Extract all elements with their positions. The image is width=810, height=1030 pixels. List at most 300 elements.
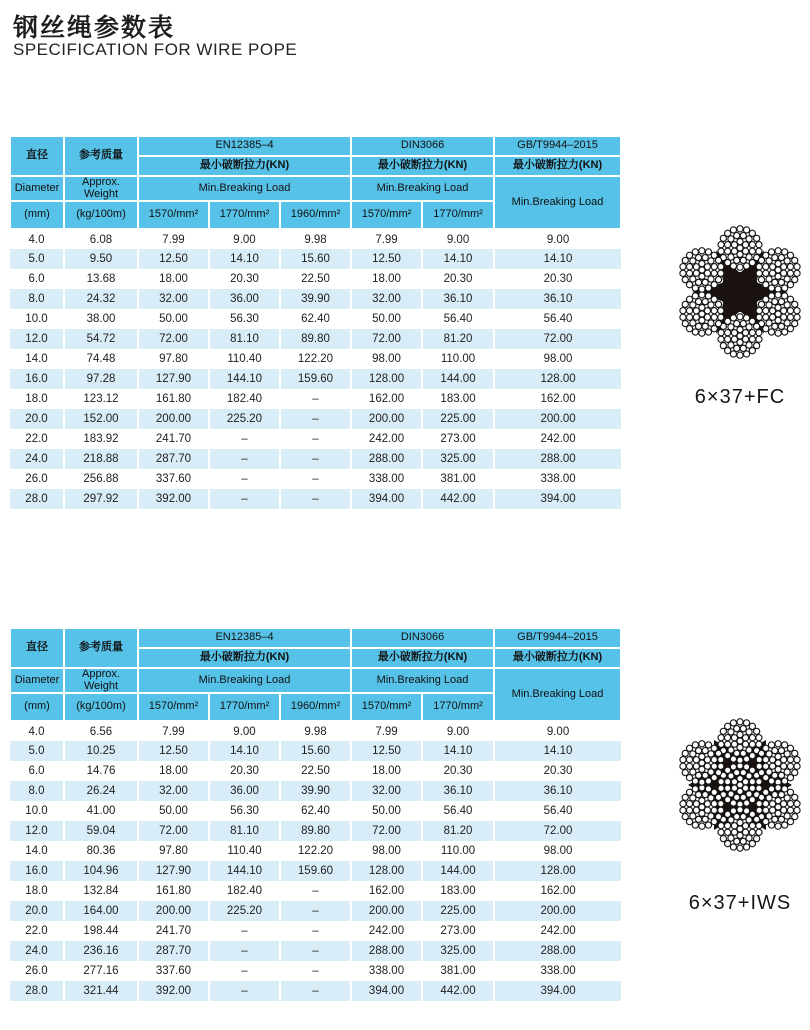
table-cell: 28.0 (10, 489, 64, 509)
table-cell: 394.00 (351, 489, 422, 509)
rope-figure-fc (655, 222, 810, 409)
table-row (10, 981, 621, 1001)
table-cell: 337.60 (138, 469, 209, 489)
table-cell: 338.00 (494, 961, 621, 981)
header-min-break-cn: 最小破断拉力(KN) (351, 648, 494, 668)
table-header (10, 628, 621, 721)
table-cell: 24.0 (10, 941, 64, 961)
table-cell: 338.00 (494, 469, 621, 489)
header-grade-1770: 1770/mm² (422, 693, 494, 721)
table-row (10, 469, 621, 489)
header-grade-1770: 1770/mm² (422, 201, 494, 229)
table-cell: 81.10 (209, 329, 280, 349)
rope-cross-section-iws-image (670, 715, 810, 855)
table-cell: 442.00 (422, 981, 494, 1001)
table-cell: 288.00 (494, 941, 621, 961)
table-cell: 12.50 (351, 249, 422, 269)
header-grade-1960: 1960/mm² (280, 693, 351, 721)
table-cell: 26.0 (25, 965, 48, 978)
table-cell: 14.0 (25, 845, 48, 858)
table-cell: 20.0 (10, 901, 64, 921)
table-cell: 80.36 (64, 841, 138, 861)
table-cell: – (209, 489, 280, 509)
table-row (10, 449, 621, 469)
table-cell: 122.20 (280, 841, 351, 861)
table-cell: 26.24 (64, 781, 138, 801)
table-cell: 12.0 (10, 821, 64, 841)
page-subtitle: SPECIFICATION FOR WIRE POPE (13, 40, 298, 59)
table-header (10, 136, 621, 229)
table-cell: 26.0 (25, 473, 48, 486)
table-cell: 442.00 (422, 489, 494, 509)
table-cell: 50.00 (138, 309, 209, 329)
table-cell: 4.0 (28, 233, 45, 246)
table-cell: 18.0 (25, 393, 48, 406)
table-cell: 164.00 (64, 901, 138, 921)
table-cell: 392.00 (138, 489, 209, 509)
table-row (10, 289, 621, 309)
table-cell: 24.32 (64, 289, 138, 309)
table-cell: 24.0 (10, 449, 64, 469)
header-grade-1570: 1570/mm² (138, 693, 209, 721)
table-cell: – (280, 921, 351, 941)
table-cell: 394.00 (494, 981, 621, 1001)
table-cell: 20.30 (494, 761, 621, 781)
table-cell: 20.30 (422, 269, 494, 289)
table-cell: 72.00 (351, 821, 422, 841)
table-cell: 242.00 (351, 921, 422, 941)
table-row (10, 941, 621, 961)
table-cell: 144.10 (209, 861, 280, 881)
table-cell: 9.00 (422, 721, 494, 741)
table-row (10, 821, 621, 841)
table-cell: 198.44 (64, 921, 138, 941)
header-min-break-cn: 最小破断拉力(KN) (138, 156, 351, 176)
table-cell: 98.00 (351, 349, 422, 369)
table-cell: 127.90 (138, 861, 209, 881)
table-cell: 392.00 (138, 981, 209, 1001)
table-cell: 20.30 (209, 269, 280, 289)
table-cell: 39.90 (280, 781, 351, 801)
table-cell: 128.00 (351, 861, 422, 881)
table-cell: 81.20 (422, 821, 494, 841)
table-cell: 72.00 (138, 329, 209, 349)
table-cell: 200.00 (351, 409, 422, 429)
table-cell: 6.0 (28, 765, 45, 778)
table-row (10, 841, 621, 861)
table-cell: 56.40 (494, 309, 621, 329)
table-cell: 20.30 (422, 761, 494, 781)
table-cell: – (209, 469, 280, 489)
header-diameter-unit: (mm) (10, 201, 64, 229)
table-cell: 74.48 (64, 349, 138, 369)
table-cell: 98.00 (351, 841, 422, 861)
table-row (10, 921, 621, 941)
table-cell: – (280, 489, 351, 509)
header-weight-unit: (kg/100m) (64, 201, 138, 229)
table-cell: 50.00 (138, 801, 209, 821)
table-cell: 6.0 (28, 273, 45, 286)
table-cell: 72.00 (351, 329, 422, 349)
table-cell: 14.10 (422, 249, 494, 269)
header-min-break-en: Min.Breaking Load (494, 668, 621, 721)
table-cell: 183.92 (64, 429, 138, 449)
table-cell: 162.00 (494, 389, 621, 409)
table-cell: 7.99 (138, 229, 209, 249)
table-cell: 10.25 (64, 741, 138, 761)
table-cell: 18.00 (138, 761, 209, 781)
table-cell: – (280, 961, 351, 981)
table-row (10, 309, 621, 329)
table-cell: 162.00 (494, 881, 621, 901)
table-cell: 200.00 (494, 409, 621, 429)
table-cell: 200.00 (138, 409, 209, 429)
table-cell: 59.04 (64, 821, 138, 841)
table-cell: – (209, 941, 280, 961)
table-row (10, 761, 621, 781)
table-cell: 110.40 (209, 841, 280, 861)
table-cell: 325.00 (422, 449, 494, 469)
table-cell: 242.00 (351, 429, 422, 449)
table-cell: 225.00 (422, 409, 494, 429)
table-cell: 16.0 (10, 861, 64, 881)
table-cell: 242.00 (494, 429, 621, 449)
table-cell: 256.88 (64, 469, 138, 489)
table-cell: 182.40 (209, 389, 280, 409)
table-cell: 394.00 (494, 489, 621, 509)
table-cell: 159.60 (280, 369, 351, 389)
table-cell: 97.80 (138, 349, 209, 369)
table-cell: 287.70 (138, 941, 209, 961)
table-cell: – (209, 429, 280, 449)
table-cell: 128.00 (494, 369, 621, 389)
header-min-break-cn: 最小破断拉力(KN) (494, 156, 621, 176)
table-cell: 56.30 (209, 801, 280, 821)
table-cell: – (209, 961, 280, 981)
table-cell: 81.10 (209, 821, 280, 841)
table-cell: 38.00 (64, 309, 138, 329)
table-cell: 110.00 (422, 841, 494, 861)
table-row (10, 229, 621, 249)
header-weight-unit: (kg/100m) (64, 693, 138, 721)
header-weight-en (64, 668, 138, 693)
table-cell: 14.10 (209, 741, 280, 761)
table-cell: 338.00 (351, 961, 422, 981)
table-cell: 56.40 (422, 309, 494, 329)
table-cell: 277.16 (64, 961, 138, 981)
table-cell: 182.40 (209, 881, 280, 901)
header-grade-1570: 1570/mm² (138, 201, 209, 229)
table-cell: 7.99 (138, 721, 209, 741)
table-cell: 18.00 (351, 269, 422, 289)
table-cell: 62.40 (280, 309, 351, 329)
table-cell: 200.00 (351, 901, 422, 921)
header-min-break-cn: 最小破断拉力(KN) (351, 156, 494, 176)
table-cell: 81.20 (422, 329, 494, 349)
table-row (10, 961, 621, 981)
table-row (10, 269, 621, 289)
table-cell: 9.50 (64, 249, 138, 269)
header-min-break-en: Min.Breaking Load (351, 176, 494, 201)
header-min-break-cn: 最小破断拉力(KN) (494, 648, 621, 668)
table-cell: 20.30 (494, 269, 621, 289)
table-cell: 14.76 (64, 761, 138, 781)
table-cell: – (280, 941, 351, 961)
header-diameter-unit: (mm) (10, 693, 64, 721)
table-cell: – (280, 449, 351, 469)
table-cell: 152.00 (64, 409, 138, 429)
table-cell: 10.0 (25, 805, 48, 818)
header-weight-en-line1: Approx. (82, 176, 120, 188)
table-cell: 9.00 (494, 229, 621, 249)
table-cell: 20.30 (209, 761, 280, 781)
table-cell: 20.0 (10, 409, 64, 429)
rope-label-iws: 6×37+IWS (688, 892, 792, 914)
table-cell: 72.00 (494, 821, 621, 841)
header-diameter-cn: 直径 (10, 628, 64, 668)
table-cell: 225.20 (209, 901, 280, 921)
table-cell: 9.98 (280, 721, 351, 741)
table-cell: 6.08 (64, 229, 138, 249)
table-cell: 123.12 (64, 389, 138, 409)
table-cell: 22.50 (280, 269, 351, 289)
table-cell: 183.00 (422, 389, 494, 409)
table-cell: 394.00 (351, 981, 422, 1001)
table-cell: 5.0 (10, 741, 64, 761)
table-cell: 241.70 (138, 429, 209, 449)
table-cell: 50.00 (351, 801, 422, 821)
spec-table-fc (9, 135, 622, 509)
table-cell: 28.0 (10, 981, 64, 1001)
table-cell: – (280, 409, 351, 429)
table-row (10, 861, 621, 881)
table-cell: 162.00 (351, 389, 422, 409)
table-cell: 22.0 (25, 925, 48, 938)
rope-label-fc: 6×37+FC (694, 386, 786, 408)
header-weight-en-line1: Approx. (82, 668, 120, 680)
table-cell: 89.80 (280, 821, 351, 841)
table-cell: 14.0 (25, 353, 48, 366)
spec-table-iws (9, 627, 622, 1001)
header-grade-1770: 1770/mm² (209, 693, 280, 721)
header-weight-en-line2: Weight (83, 187, 119, 200)
header-diameter-en: Diameter (10, 176, 64, 201)
table-cell: 22.0 (25, 433, 48, 446)
header-din-standard: DIN3066 (351, 628, 494, 648)
table-cell: – (280, 901, 351, 921)
table-cell: 72.00 (138, 821, 209, 841)
header-min-break-en: Min.Breaking Load (351, 668, 494, 693)
table-cell: 32.00 (351, 781, 422, 801)
table-cell: 13.68 (64, 269, 138, 289)
table-cell: 381.00 (422, 469, 494, 489)
table-cell: 39.90 (280, 289, 351, 309)
table-row (10, 369, 621, 389)
table-cell: 36.10 (422, 781, 494, 801)
table-cell: 6.56 (64, 721, 138, 741)
table-cell: 225.20 (209, 409, 280, 429)
header-min-break-cn: 最小破断拉力(KN) (138, 648, 351, 668)
table-cell: 22.50 (280, 761, 351, 781)
table-cell: 337.60 (138, 961, 209, 981)
table-cell: 159.60 (280, 861, 351, 881)
table-cell: 16.0 (10, 369, 64, 389)
table-cell: 36.10 (494, 781, 621, 801)
table-cell: 162.00 (351, 881, 422, 901)
table-cell: 325.00 (422, 941, 494, 961)
header-min-break-en: Min.Breaking Load (138, 668, 351, 693)
header-din-standard: DIN3066 (351, 136, 494, 156)
table-cell: 56.30 (209, 309, 280, 329)
table-cell: 122.20 (280, 349, 351, 369)
table-cell: 288.00 (351, 449, 422, 469)
header-weight-en-line2: Weight (83, 679, 119, 692)
table-cell: 7.99 (351, 721, 422, 741)
table-cell: – (209, 449, 280, 469)
table-row (10, 249, 621, 269)
table-cell: 56.40 (422, 801, 494, 821)
table-cell: 14.10 (494, 249, 621, 269)
table-cell: – (280, 469, 351, 489)
table-cell: – (280, 881, 351, 901)
table-cell: 9.00 (209, 721, 280, 741)
table-cell: 36.10 (422, 289, 494, 309)
header-diameter-en: Diameter (10, 668, 64, 693)
table-cell: 97.28 (64, 369, 138, 389)
table-cell: 338.00 (351, 469, 422, 489)
table-cell: 288.00 (494, 449, 621, 469)
table-cell: – (280, 429, 351, 449)
table-cell: 225.00 (422, 901, 494, 921)
table-row (10, 389, 621, 409)
table-row (10, 901, 621, 921)
table-cell: 183.00 (422, 881, 494, 901)
table-cell: 15.60 (280, 741, 351, 761)
table-cell: – (280, 389, 351, 409)
table-cell: 12.50 (138, 741, 209, 761)
table-cell: 32.00 (351, 289, 422, 309)
header-weight-cn: 参考质量 (64, 628, 138, 668)
table-cell: 8.0 (10, 289, 64, 309)
table-cell: 9.98 (280, 229, 351, 249)
table-cell: 161.80 (138, 389, 209, 409)
rope-figure-iws (655, 715, 810, 915)
header-diameter-cn: 直径 (10, 136, 64, 176)
table-row (10, 781, 621, 801)
table-cell: 200.00 (138, 901, 209, 921)
table-cell: 62.40 (280, 801, 351, 821)
table-row (10, 881, 621, 901)
table-cell: 41.00 (64, 801, 138, 821)
table-cell: – (280, 981, 351, 1001)
table-cell: 97.80 (138, 841, 209, 861)
table-cell: 297.92 (64, 489, 138, 509)
table-cell: 12.0 (10, 329, 64, 349)
header-grade-1570: 1570/mm² (351, 693, 422, 721)
table-row (10, 801, 621, 821)
table-cell: 161.80 (138, 881, 209, 901)
table-cell: 10.0 (25, 313, 48, 326)
table-cell: 110.00 (422, 349, 494, 369)
table-cell: 218.88 (64, 449, 138, 469)
table-cell: 14.10 (422, 741, 494, 761)
table-cell: 288.00 (351, 941, 422, 961)
table-row (10, 489, 621, 509)
table-cell: 128.00 (351, 369, 422, 389)
table-row (10, 329, 621, 349)
table-body (10, 229, 621, 509)
table-cell: – (209, 981, 280, 1001)
table-cell: 32.00 (138, 289, 209, 309)
header-weight-en (64, 176, 138, 201)
table-cell: – (209, 921, 280, 941)
table-cell: 144.00 (422, 861, 494, 881)
header-grade-1770: 1770/mm² (209, 201, 280, 229)
table-cell: 5.0 (10, 249, 64, 269)
table-row (10, 409, 621, 429)
table-cell: 9.00 (209, 229, 280, 249)
table-cell: 200.00 (494, 901, 621, 921)
table-row (10, 349, 621, 369)
table-cell: 9.00 (422, 229, 494, 249)
table-cell: 32.00 (138, 781, 209, 801)
table-cell: 128.00 (494, 861, 621, 881)
table-cell: 236.16 (64, 941, 138, 961)
table-cell: 36.10 (494, 289, 621, 309)
header-en-standard: EN12385–4 (138, 628, 351, 648)
table-cell: 8.0 (10, 781, 64, 801)
header-en-standard: EN12385–4 (138, 136, 351, 156)
table-cell: 15.60 (280, 249, 351, 269)
table-cell: 72.00 (494, 329, 621, 349)
table-cell: 36.00 (209, 289, 280, 309)
table-cell: 110.40 (209, 349, 280, 369)
table-cell: 18.0 (25, 885, 48, 898)
table-cell: 36.00 (209, 781, 280, 801)
table-cell: 144.00 (422, 369, 494, 389)
table-cell: 9.00 (494, 721, 621, 741)
table-cell: 89.80 (280, 329, 351, 349)
table-cell: 381.00 (422, 961, 494, 981)
table-cell: 98.00 (494, 349, 621, 369)
table-cell: 18.00 (138, 269, 209, 289)
table-cell: 104.96 (64, 861, 138, 881)
table-cell: 4.0 (28, 725, 45, 738)
table-cell: 50.00 (351, 309, 422, 329)
table-cell: 14.10 (209, 249, 280, 269)
table-row (10, 721, 621, 741)
table-cell: 144.10 (209, 369, 280, 389)
table-row (10, 741, 621, 761)
table-cell: 287.70 (138, 449, 209, 469)
table-cell: 242.00 (494, 921, 621, 941)
page-title: 钢丝绳参数表 (13, 14, 176, 42)
header-grade-1570: 1570/mm² (351, 201, 422, 229)
table-cell: 273.00 (422, 429, 494, 449)
table-cell: 14.10 (494, 741, 621, 761)
table-cell: 98.00 (494, 841, 621, 861)
table-cell: 273.00 (422, 921, 494, 941)
header-min-break-en: Min.Breaking Load (494, 176, 621, 229)
table-cell: 7.99 (351, 229, 422, 249)
table-cell: 54.72 (64, 329, 138, 349)
table-cell: 241.70 (138, 921, 209, 941)
header-grade-1960: 1960/mm² (280, 201, 351, 229)
table-cell: 12.50 (351, 741, 422, 761)
header-gb-standard: GB/T9944–2015 (494, 136, 621, 156)
table-cell: 56.40 (494, 801, 621, 821)
header-min-break-en: Min.Breaking Load (138, 176, 351, 201)
